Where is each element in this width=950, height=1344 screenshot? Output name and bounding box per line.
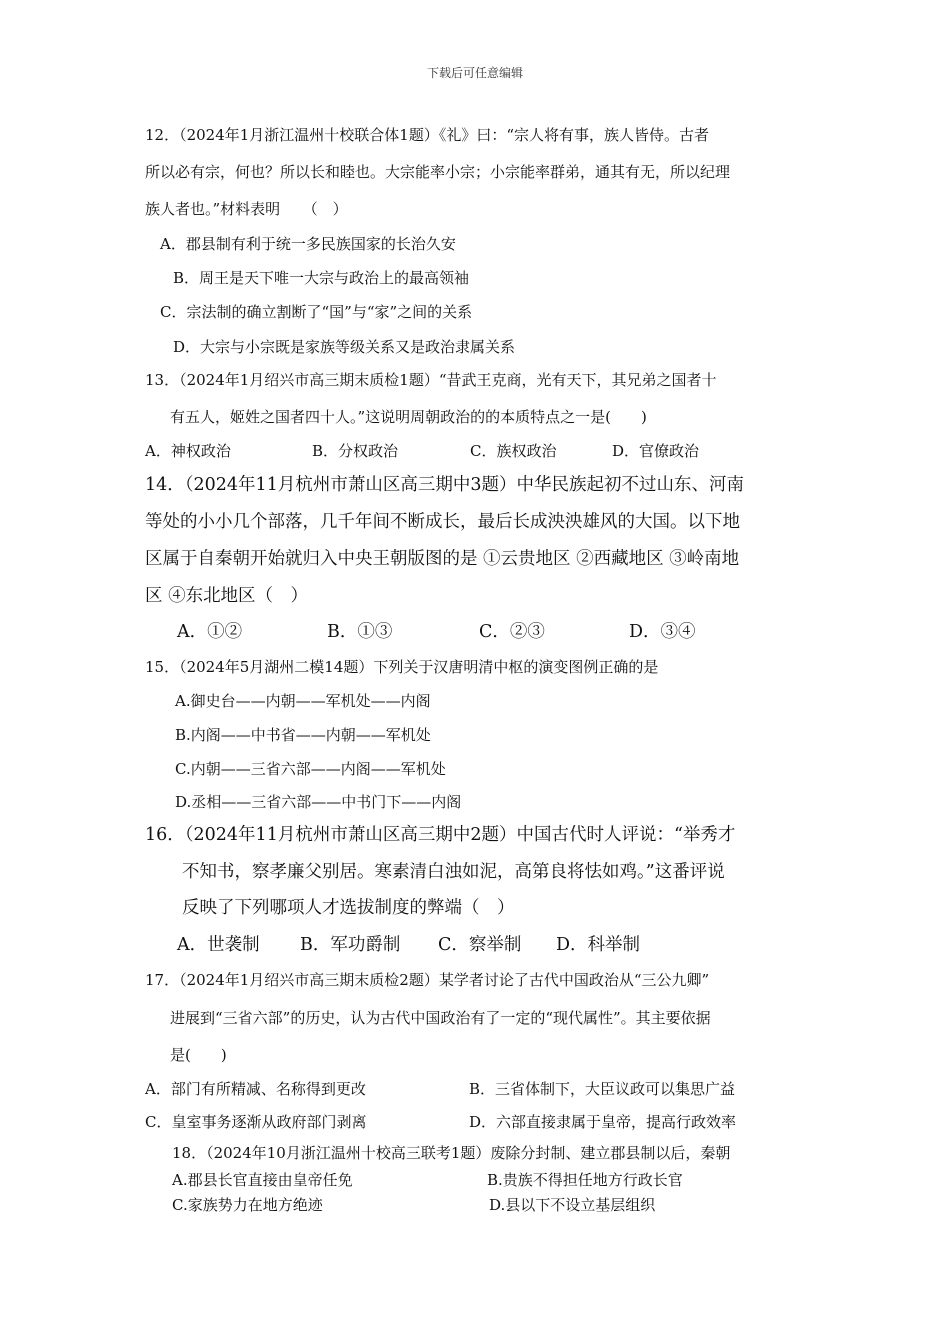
question-18-option-d: D.县以下不设立基层组织 xyxy=(489,1196,656,1214)
question-14-line-4: 区 ④东北地区（ ） xyxy=(145,586,309,606)
question-13-option-a: A．神权政治 xyxy=(145,442,231,460)
page-header-note: 下载后可任意编辑 xyxy=(426,66,523,80)
question-15-option-c: C.内朝——三省六部——内阁——军机处 xyxy=(175,760,446,778)
question-18-option-c: C.家族势力在地方绝迹 xyxy=(172,1196,323,1214)
question-12-option-a: A．郡县制有利于统一多民族国家的长治久安 xyxy=(160,235,456,253)
question-17-option-b: B．三省体制下，大臣议政可以集思广益 xyxy=(469,1080,736,1098)
question-14-line-2: 等处的小小几个部落，几千年间不断成长，最后长成泱泱雄风的大国。以下地 xyxy=(145,512,740,532)
question-18-option-b: B.贵族不得担任地方行政长官 xyxy=(487,1171,683,1189)
question-18-line-1: 18．（2024年10月浙江温州十校高三联考1题）废除分封制、建立郡县制以后，秦朝 xyxy=(172,1144,731,1162)
question-12-option-d: D．大宗与小宗既是家族等级关系又是政治隶属关系 xyxy=(173,338,516,356)
question-15-option-b: B.内阁——中书省——内朝——军机处 xyxy=(175,726,431,744)
question-14-line-1: 14．（2024年11月杭州市萧山区高三期中3题）中华民族起初不过山东、河南 xyxy=(145,475,744,495)
question-12-option-b: B．周王是天下唯一大宗与政治上的最高领袖 xyxy=(173,269,470,287)
question-12-option-c: C．宗法制的确立割断了“国”与“家”之间的关系 xyxy=(160,303,473,321)
question-17-line-1: 17．（2024年1月绍兴市高三期末质检2题）某学者讨论了古代中国政治从“三公九卿” xyxy=(145,971,710,989)
question-12-line-2: 所以必有宗，何也？所以长和睦也。大宗能率小宗；小宗能率群弟，通其有无，所以纪理 xyxy=(145,163,731,181)
question-15-line-1: 15．（2024年5月湖州二模14题）下列关于汉唐明清中枢的演变图例正确的是 xyxy=(145,658,659,676)
question-12-line-1: 12．（2024年1月浙江温州十校联合体1题）《礼》曰：“宗人将有事，族人皆侍。古者 xyxy=(145,126,710,144)
question-15-option-a: A.御史台——内朝——军机处——内阁 xyxy=(175,692,431,710)
question-18-option-a: A.郡县长官直接由皇帝任免 xyxy=(172,1171,353,1189)
question-13-option-b: B．分权政治 xyxy=(312,442,399,460)
question-16-option-b: B．军功爵制 xyxy=(300,935,401,955)
question-16-line-1: 16．（2024年11月杭州市萧山区高三期中2题）中国古代时人评说：“举秀才 xyxy=(145,825,736,845)
question-15-option-d: D.丞相——三省六部——中书门下——内阁 xyxy=(175,793,462,811)
question-17-line-2: 进展到“三省六部”的历史，认为古代中国政治有了一定的“现代属性”。其主要依据 xyxy=(170,1009,711,1027)
question-17-option-a: A．部门有所精减、名称得到更改 xyxy=(145,1080,366,1098)
question-16-option-a: A．世袭制 xyxy=(177,935,260,955)
question-14-line-3: 区属于自秦朝开始就归入中央王朝版图的是 ①云贵地区 ②西藏地区 ③岭南地 xyxy=(145,549,740,569)
question-14-option-d: D．③④ xyxy=(629,622,696,642)
question-17-option-d: D．六部直接隶属于皇帝，提高行政效率 xyxy=(469,1113,737,1131)
question-16-option-d: D．科举制 xyxy=(556,935,641,955)
question-16-line-3: 反映了下列哪项人才选拔制度的弊端（ ） xyxy=(182,898,515,918)
question-17-line-3: 是( ) xyxy=(170,1046,227,1064)
question-17-option-c: C．皇室事务逐渐从政府部门剥离 xyxy=(145,1113,367,1131)
question-13-line-1: 13．（2024年1月绍兴市高三期末质检1题）“昔武王克商，光有天下，其兄弟之国者十 xyxy=(145,371,717,389)
question-14-option-c: C．②③ xyxy=(479,622,545,642)
question-13-line-2: 有五人，姬姓之国者四十人。”这说明周朝政治的的本质特点之一是( ) xyxy=(170,408,647,426)
question-16-line-2: 不知书，察孝廉父别居。寒素清白浊如泥，高第良将怯如鸡。”这番评说 xyxy=(182,862,725,882)
question-14-option-a: A．①② xyxy=(177,622,243,642)
question-13-option-d: D．官僚政治 xyxy=(612,442,700,460)
question-16-option-c: C．察举制 xyxy=(438,935,522,955)
question-12-line-3: 族人者也。”材料表明 （ ） xyxy=(145,200,348,218)
question-14-option-b: B．①③ xyxy=(327,622,393,642)
question-13-option-c: C．族权政治 xyxy=(470,442,557,460)
